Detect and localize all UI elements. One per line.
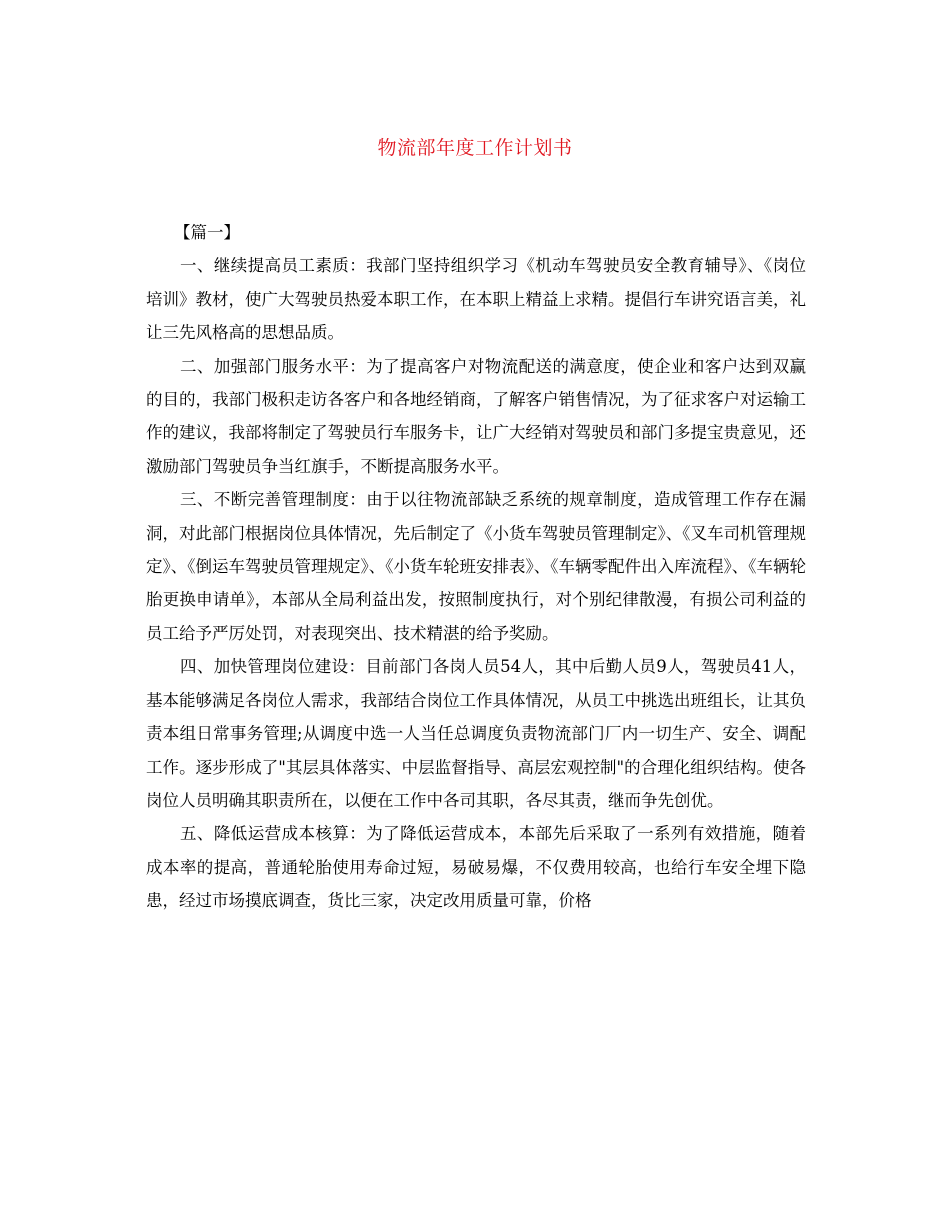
section-label: 【篇一】 (174, 223, 240, 242)
paragraph-5: 五、降低运营成本核算：为了降低运营成本，本部先后采取了一系列有效措施，随着成本率的提高，普通轮胎使用寿命过短，易破易爆，不仅费用较高，也给行车安全埋下隐患，经过市场摸底调查，货比三家，决定改用质量可靠，价格 (146, 824, 806, 911)
paragraph-3: 三、不断完善管理制度：由于以往物流部缺乏系统的规章制度，造成管理工作存在漏洞，对此部门根据岗位具体情况，先后制定了《小货车驾驶员管理制定》、《叉车司机管理规定》、《倒运车驾驶员管理规定》、《小货车轮班安排表》、《车辆零配件出入库流程》、《车辆轮胎更换申请单》，本部从全局利益出发，按照制度执行，对个别纪律散漫，有损公司利益的员工给予严厉处罚，对表现突出、技术精湛的给予奖励。 (146, 490, 806, 643)
document-title: 物流部年度工作计划书 (377, 137, 573, 159)
paragraph-2: 二、加强部门服务水平：为了提高客户对物流配送的满意度，使企业和客户达到双赢的目的，我部门极积走访各客户和各地经销商，了解客户销售情况，为了征求客户对运输工作的建议，我部将制定了驾驶员行车服务卡，让广大经销对驾驶员和部门多提宝贵意见，还激励部门驾驶员争当红旗手，不断提高服务水平。 (146, 356, 806, 476)
paragraph-1: 一、继续提高员工素质：我部门坚持组织学习《机动车驾驶员安全教育辅导》、《岗位培训》教材，使广大驾驶员热爱本职工作，在本职上精益上求精。提倡行车讲究语言美，礼让三先风格高的思想品质。 (146, 256, 806, 343)
document-body (146, 216, 806, 918)
paragraph-4: 四、加快管理岗位建设：目前部门各岗人员54人，其中后勤人员9人，驾驶员41人，基本能够满足各岗位人需求，我部结合岗位工作具体情况，从员工中挑选出班组长，让其负责本组日常事务管理;从调度中选一人当任总调度负责物流部门厂内一切生产、安全、调配工作。逐步形成了"其层具体落实、中层监督指导、高层宏观控制"的合理化组织结构。使各岗位人员明确其职责所在，以便在工作中各司其职，各尽其责，继而争先创优。 (146, 657, 806, 810)
